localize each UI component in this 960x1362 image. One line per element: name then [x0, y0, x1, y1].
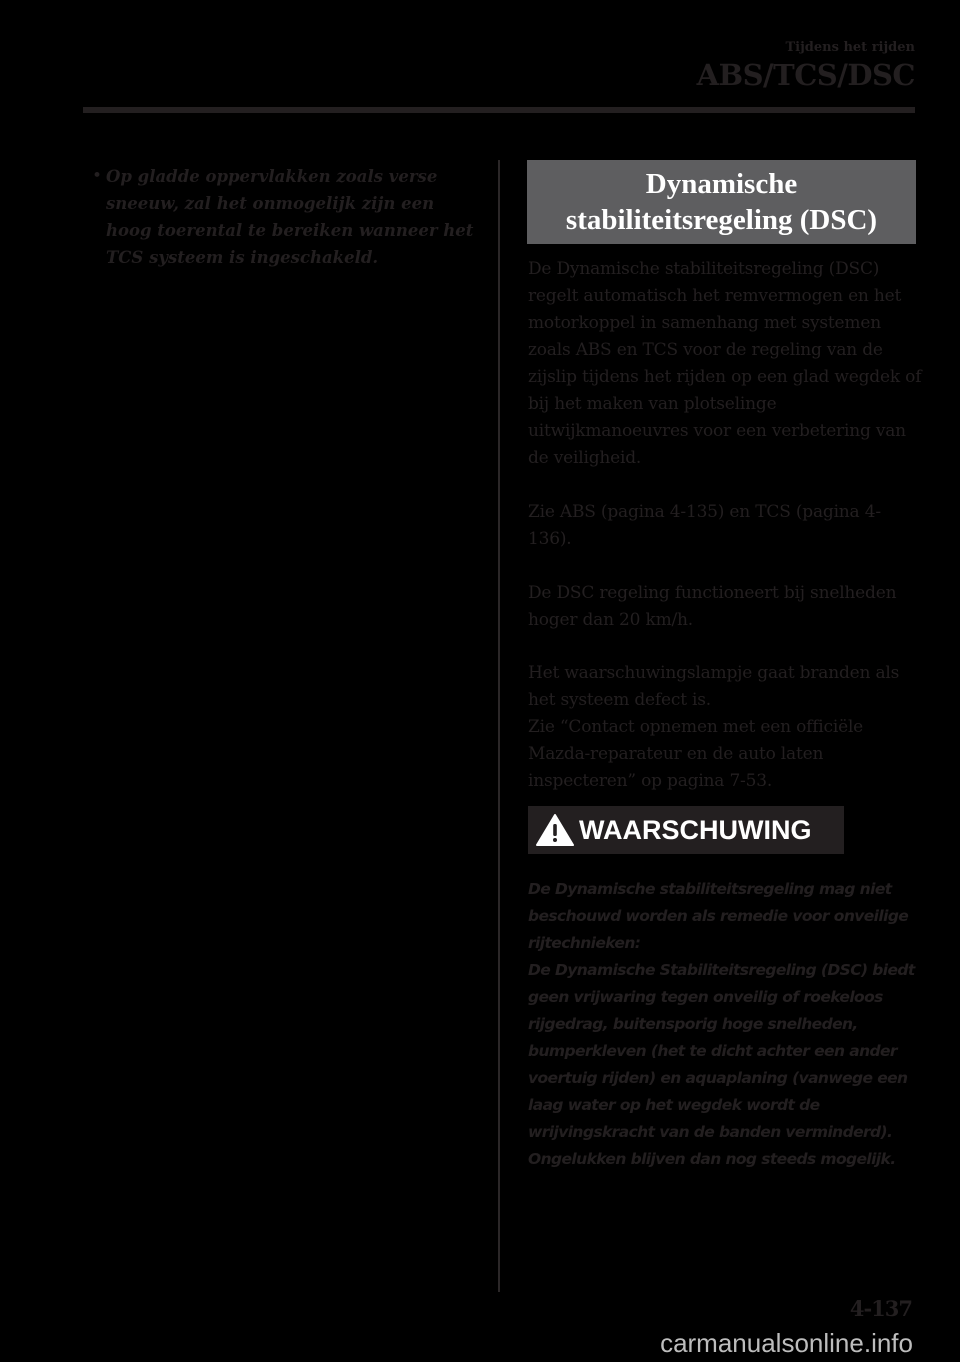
paragraph-contact: Zie “Contact opnemen met een officiële Mazda-reparateur en de auto laten inspecteren” op pagina 7-53.	[528, 717, 864, 791]
paragraph-speed: De DSC regeling functioneert bij snelheden hoger dan 20 km/h.	[528, 583, 897, 630]
section-label: Tijdens het rijden	[785, 40, 915, 55]
chapter-title: ABS/TCS/DSC	[696, 58, 915, 92]
running-header	[697, 40, 915, 92]
page-number: 4-137	[849, 1296, 912, 1321]
warning-banner	[528, 806, 844, 854]
section-heading-line2: stabiliteitsregeling (DSC)	[565, 204, 878, 236]
warning-text-line2: De Dynamische Stabiliteitsregeling (DSC) biedt geen vrijwaring tegen onveilig of roekeloos rijgedrag, buitensporig hoge snelheden, bumperkleven (het te dicht achter een ander voertuig rijden) en aquaplaning (vanwege een laag water op het wegdek wordt de wrijvingskracht van de banden verminderd). Ongelukken blijven dan nog steeds mogelijk.	[528, 961, 915, 1168]
header-rule	[83, 107, 915, 113]
left-column	[92, 163, 482, 271]
warning-text	[528, 876, 923, 1173]
section-heading-line1: Dynamische	[645, 168, 798, 200]
watermark: carmanualsonline.info	[660, 1328, 913, 1358]
warning-label: WAARSCHUWING	[579, 814, 812, 845]
bullet-text: Op gladde oppervlakken zoals verse sneeuw, zal het onmogelijk zijn een hoog toerental te bereiken wanneer het TCS systeem is ingeschakeld.	[106, 167, 474, 267]
column-divider	[498, 160, 500, 1292]
warning-triangle-icon	[535, 812, 575, 848]
bullet-icon: •	[92, 166, 103, 186]
paragraph-warning-light: Het waarschuwingslampje gaat branden als het systeem defect is.	[528, 663, 900, 710]
paragraph-references: Zie ABS (pagina 4-135) en TCS (pagina 4-136).	[528, 502, 881, 549]
paragraph-intro: De Dynamische stabiliteitsregeling (DSC) regelt automatisch het remvermogen en het motorkoppel in samenhang met systemen zoals ABS en TCS voor de regeling van de zijslip tijdens het rijden op een glad wegdek of bij het maken van plotselinge uitwijkmanoeuvres voor een verbetering van de veiligheid.	[528, 259, 922, 468]
section-heading	[527, 160, 916, 244]
warning-text-line1: De Dynamische stabiliteitsregeling mag niet beschouwd worden als remedie voor onveilige rijtechnieken:	[528, 880, 909, 952]
bullet-item	[92, 163, 482, 271]
